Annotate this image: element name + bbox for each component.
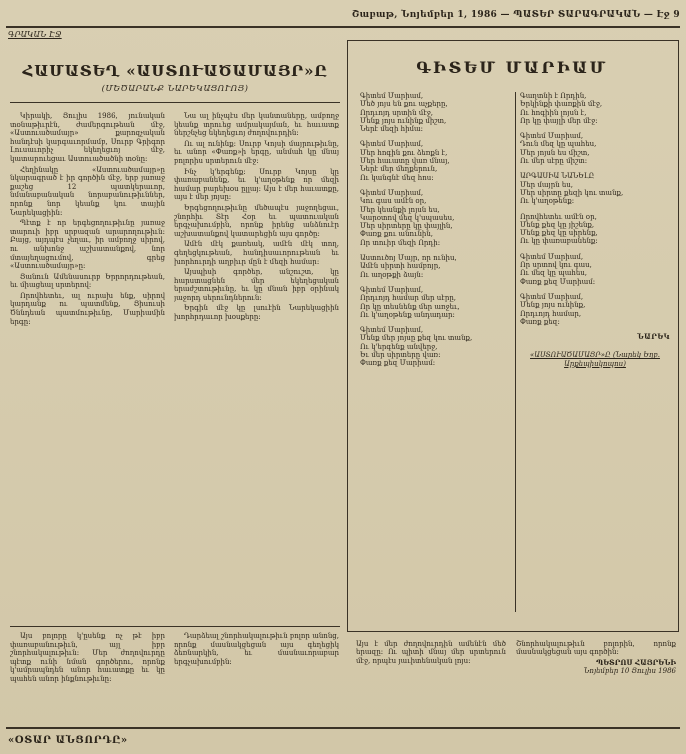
poem-signature: ՆԱՐԵԿ — [637, 332, 670, 342]
poem-line: Կարօտով մեզ կ'սպասես, — [360, 213, 455, 222]
poem-line: Մեր մայրն ես, — [520, 180, 574, 189]
title-rule — [10, 102, 340, 103]
bottom-text: Այս է մեր ժողովուրդին ամենէն մեծ երազը։ Ու պիտի մնայ մեր սրտերուն մէջ, որպէս յաւիտենական լոյս։ — [356, 640, 506, 665]
poem-line: Մեր հաւատը վառ մնայ, — [360, 157, 450, 166]
article-paragraph: Դարձեալ շնորհակալութիւն բոլոր անոնց, որոնք մասնակցեցան այս գեղեցիկ ձեռնարկին, եւ մասնաւորաբար երգչախումբին։ — [174, 632, 339, 666]
poem-line: Փառք քու անունին, — [360, 230, 434, 239]
poem-line: Մենք յոյս ունինք, — [520, 301, 586, 310]
poem-stanza — [360, 254, 510, 279]
poem-line: Ներէ մեզի հիմա։ — [360, 125, 424, 134]
poem-stanza — [520, 132, 670, 165]
poem-stanza — [360, 92, 510, 133]
poem-stanza — [520, 172, 670, 205]
poem-line: Գիտեմ Մարիամ, — [360, 326, 424, 335]
poem-stanza — [520, 92, 670, 125]
poem-column-divider — [515, 92, 516, 612]
poem-stanza — [520, 253, 670, 286]
poem-line: Որ սրտով կու գաս, — [520, 261, 592, 270]
article-paragraph: Ամէն մէկ քառեակ, ամէն մէկ տող, գեղեցկութեան, հանդիսաւորութեան եւ խորհուրդի աղբիւր մըն է մեզի համար։ — [174, 240, 339, 266]
poem-line: Որդւոյդ սրտին մէջ, — [360, 108, 434, 117]
article-column-1 — [10, 112, 165, 622]
article-paragraph: Յանուն Ամենասուրբ Երրորդութեան, եւ միացեալ սրտերով։ — [10, 272, 165, 290]
poem-line: Ու հոգիին լոյսն է, — [520, 108, 587, 117]
poem-line: Փառք քեզ։ — [520, 317, 560, 326]
poem-line: Ու մեզ կը պահես, — [520, 269, 588, 278]
poem-line: Մենք քեզ կը սիրենք, — [520, 229, 598, 238]
footer-section-title: «ՕՏԱՐ ԱՆՑՈՐԴԸ» — [8, 735, 128, 746]
poem-stanza — [520, 293, 670, 326]
column-rule — [10, 626, 340, 627]
poem-line: Որդւոյդ համար մեր սէրը, — [360, 294, 457, 303]
poem-line: Որովհետեւ ամէն օր, — [520, 212, 597, 221]
poem-line: Մեր յոյսն ես միշտ, — [520, 148, 590, 157]
poem-stanza — [360, 326, 510, 367]
poem-line: Աստուծոյ Մայր, որ ունիս, — [360, 254, 457, 263]
poem-line: Ամէն սիրտի համբոյր, — [360, 262, 441, 271]
poem-column-left — [360, 92, 510, 622]
poem-line: Գիտեմ Մարիամ, — [520, 292, 584, 301]
poem-line: Մեր սիրտերը կը փայլին, — [360, 222, 453, 231]
poem-line: Երկինքի փառքին մէջ, — [520, 100, 603, 109]
footer-rule — [6, 727, 680, 729]
article-paragraph: Ինչ կ'երգենք։ Սուրբ Կոյսը կը փառաբանենք, եւ կ'աղօթենք որ մեզի համար բարեխօս ըլլայ։ Այս է մեր հաւատքը, այս է մեր յոյսը։ — [174, 167, 339, 202]
poem-line: Գիտեմ Մարիամ, — [360, 140, 424, 149]
poem-line: Մենք քեզ կը յիշենք, — [520, 220, 595, 229]
article-subcolumn-1 — [10, 632, 165, 728]
poem-line: Ու կ'աղօթենք։ — [520, 197, 575, 206]
poem-line: Գիտեմ Մարիամ, — [360, 92, 424, 100]
poem-line: Գիտեմ Մարիամ, — [360, 188, 424, 197]
poem-line: Փառք քեզ Մարիամ։ — [360, 359, 436, 368]
article-title: ՀԱՄԱՏԵՂ «ԱՍՏՈՒԱԾԱՄԱՅՐ»Ը — [22, 62, 328, 80]
poem-line: Ու աղօթքի ձայն։ — [360, 270, 424, 279]
poem-line: Ու մեր սէրը միշտ։ — [520, 157, 588, 166]
poem-line: Որդւոյդ համար, — [520, 309, 582, 318]
poem-line: Ու կ'երգենք անվերջ, — [360, 342, 438, 351]
poem-line: ԱՐԳԱՍԻԱ ՆԱՆԵԼԸ — [520, 172, 595, 181]
poem-line: Գիտեմ Մարիամ, — [360, 285, 424, 294]
poem-line: Դուն մեզ կը պահես, — [520, 140, 597, 149]
section-label: ԳՐԱԿԱՆ ԷՋ — [8, 30, 62, 39]
bottom-right-column-1 — [356, 640, 506, 710]
poem-line: Մեծ յոյս են քու աչքերը, — [360, 100, 448, 109]
poem-line: Մենք յոյս ունինք միշտ, — [360, 116, 447, 125]
article-paragraph: Ու ալ ունինք։ Սուրբ Կոյսի մայրութիւնը, եւ անոր «Փառք»ի երգը, անմահ կը մնայ բոլորիս սրտերուն մէջ։ — [174, 139, 339, 165]
poem-line: Մեր հոգին քու ձեռքն է, — [360, 148, 448, 157]
article-column-2 — [174, 112, 339, 622]
poem-line: Գաղտնի է Որդին, — [520, 92, 587, 100]
poem-line: Գիտեմ Մարիամ, — [520, 132, 584, 141]
poem-line: Ու կ'աղօթենք անդադար։ — [360, 310, 455, 319]
poem-stanza — [360, 140, 510, 181]
article-paragraph: Որովհետեւ, ալ ուրախ ենք, սիրով կարդանք ու պատմենք, Յիսուսի Ծննդեան պատմութիւնը, Մարիամին երգը։ — [10, 291, 165, 326]
author-signature: ՊԵՏՐՈՍ ՀԱՅՐԵՆԻ — [596, 657, 676, 667]
poem-line: Որ տուիր մեզի Որդի։ — [360, 238, 441, 247]
article-paragraph: Այսպիսի գործեր, անշուշտ, կը հարստացնեն մեր եկեղեցական երաժշտութիւնը, եւ կը մնան իբր օրինակ յաջորդ սերունդներուն։ — [174, 268, 339, 302]
poem-line: Ու կը փառաբանենք։ — [520, 237, 598, 246]
poem-line: Որ կը տեսնենք մեր առջեւ, — [360, 302, 460, 311]
poem-line: Եւ մեր սիրտերը վառ։ — [360, 351, 441, 360]
running-head-text: Շաբաթ, Նոյեմբեր 1, 1986 — ՊԱՏԵՐ ՏԱՐԱԳՐԱԿԱՆ — Էջ 9 — [351, 10, 680, 20]
poem-line: Մեր կեանքի լոյսն ես, — [360, 205, 440, 214]
article-paragraph: Պէտք է որ երգեցողութիւնը յառաջ տարուի իբր սրբազան արարողութիւն։ Բայց, այդպէս չեղաւ, իր ամբողջ սիրով, ու անխոնջ աշխատանքով, նոր մտայեղացումով, գրեց «Աստուածամայր»ը։ — [10, 219, 165, 271]
article-paragraph: Կիրակի, Յուլիս 1986, յունական տօնաթիւրէն, ժամերգութեան մէջ, «Աստուածամայր» քարոզչական հանդէսի կարգաւորմամբ, Սուրբ Գրիգոր Լուսաւորիչ եկեղեցւոյ մէջ, կատարուեցաւ Աստուածածնի տօնը։ — [10, 112, 165, 163]
poem-title: ԳԻՏԵՄ ՄԱՐԻԱՄ — [416, 58, 608, 77]
poem-stanza — [520, 213, 670, 246]
dateline: Նոյեմբեր 10 Յուլիս 1986 — [583, 667, 676, 676]
poem-line: Ու կանգնէ մեզ հոս։ — [360, 173, 434, 182]
poem-line: Կու գաս ամէն օր, — [360, 197, 427, 206]
poem-line: Մեր սիրտը քեզի կու տանք, — [520, 188, 624, 197]
article-subcolumn-2 — [174, 632, 339, 728]
poem-line: Ներէ մեր մեղքերուն, — [360, 165, 438, 174]
article-paragraph: Նա ալ ինչպէս մեր կանտաները, ամբողջ կեանք տրուեց ամրակայման, եւ հաւատք ներշնչեց եկեղեցւոյ ժողովուրդին։ — [174, 112, 339, 138]
article-heading — [10, 62, 340, 94]
article-paragraph: Երգեցողութիւնը մեծապէս յաջողեցաւ, շնորհիւ Տէր Հօր եւ պատուական երգչախումբին, որոնք իրենց անձնուէր աշխատանքով կատարեցին այս գործը։ — [174, 203, 339, 238]
poem-line: Որ կը փայլի մեր մէջ։ — [520, 116, 598, 125]
poem-stanza — [360, 286, 510, 319]
poem-line: Գիտեմ Մարիամ, — [520, 252, 584, 261]
bottom-text: Շնորհակալութիւն բոլորին, որոնք մասնակցեցան այս գործին։ — [516, 640, 676, 657]
article-paragraph: Այս բոլորը կ'ըսենք ոչ թէ իբր փառաբանութիւն, այլ իբր շնորհակալութիւն։ Մեր ժողովուրդը պէտք ունի նման գործերու, որոնք կ'ամրապնդեն անոր հաւատքը եւ կը պահեն անոր ինքնութիւնը։ — [10, 632, 165, 683]
article-paragraph: Հեղինակը «Աստուածամայր»ը նկարագրած է իր գործին մէջ, երբ յառաջ քաշեց 12 պատկերաւոր, նմանաբանական նորաբանութիւններ, որոնք նոր կեանք կու տային Նարեկացիին։ — [10, 165, 165, 217]
poem-line: Մենք մեր յոյսը քեզ կու տանք, — [360, 334, 473, 343]
poem-column-right — [520, 92, 670, 622]
poem-stanza — [360, 189, 510, 247]
bottom-right-column-2 — [516, 640, 676, 710]
poem-line: Փառք քեզ Մարիամ։ — [520, 277, 596, 286]
running-head — [6, 4, 680, 28]
article-paragraph: Երգին մէջ կը լսուէին Նարեկացիին խորհրդաւոր խօսքերը։ — [174, 304, 339, 322]
article-subtitle: (ՄԵԾԱՐԱՆՔ ՆԱՐԵԿԱՑՈՒՈՅ) — [101, 84, 249, 94]
poem-credit: «ԱՍՏՈՒԱԾԱՄԱՅՐ»Ը (Նարեկ Եղբ. Արքեպիսկոպոս) — [530, 351, 660, 368]
